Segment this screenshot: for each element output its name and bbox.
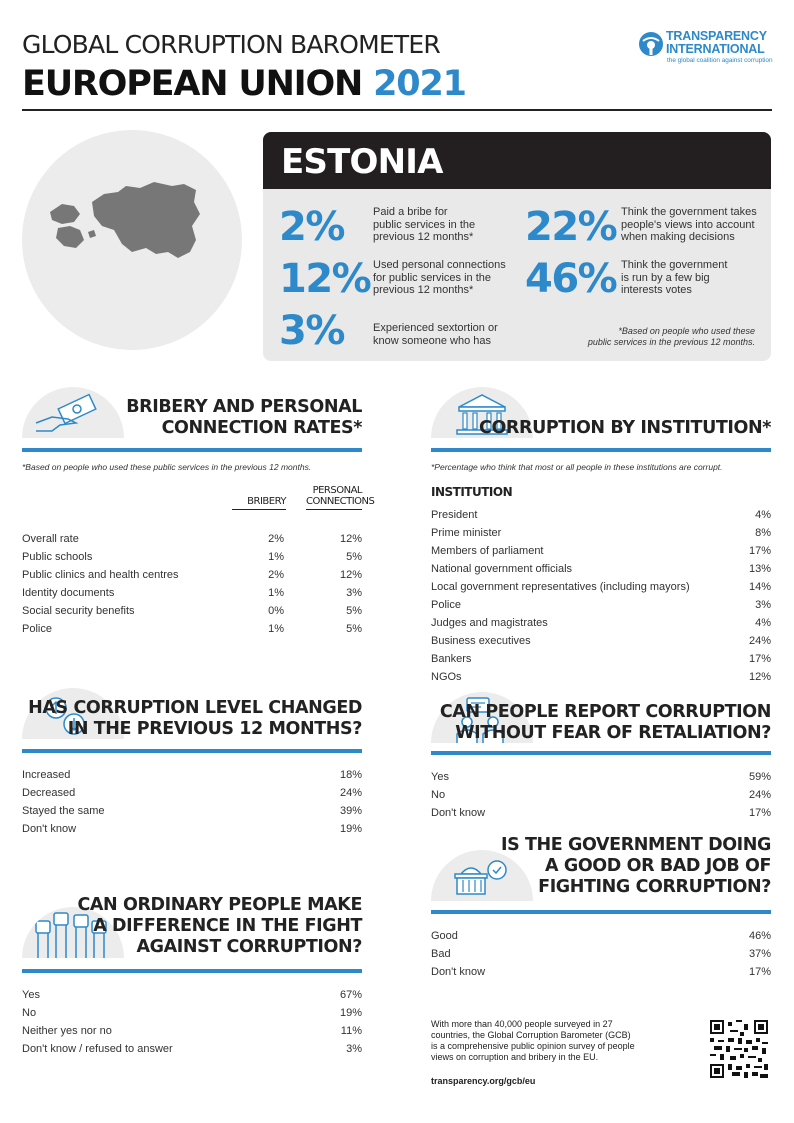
report-rule — [431, 751, 771, 755]
footer-url[interactable]: transparency.org/gcb/eu — [431, 1076, 536, 1086]
table-row — [431, 768, 771, 786]
country-header — [263, 132, 771, 189]
kpi-interests-text — [621, 259, 727, 297]
report-title-2: WITHOUT FEAR OF RETALIATION? — [455, 723, 771, 743]
bribery-title-2: CONNECTION RATES* — [161, 418, 362, 438]
kpi-sextortion-text-1: Experienced sextortion or — [373, 322, 498, 334]
kpi-interests-text-3: interests votes — [621, 284, 692, 296]
table-row — [22, 530, 362, 548]
logo-name-line2: INTERNATIONAL — [666, 42, 765, 56]
logo-name-line1: TRANSPARENCY — [666, 29, 767, 43]
row-label: Social security benefits — [22, 605, 135, 617]
row-value: 37% — [748, 948, 771, 960]
row-bribery: 0% — [268, 605, 284, 617]
table-row — [22, 602, 362, 620]
row-bribery: 2% — [268, 569, 284, 581]
kpi-interests-text-1: Think the government — [621, 259, 728, 271]
row-label: Don't know — [431, 966, 486, 978]
row-value: 4% — [755, 617, 771, 629]
kpi-bribe-text-2: public services in the — [373, 218, 476, 231]
footer-text-2: countries, the Global Corruption Barometer (GCB) — [431, 1030, 631, 1040]
row-value: 3% — [755, 599, 771, 611]
bribery-footnote: *Based on people who used these public services in the previous 12 months. — [22, 462, 312, 472]
table-row — [431, 650, 771, 668]
row-value: 8% — [755, 527, 771, 539]
kpi-connections-value: 12% — [279, 256, 371, 302]
bribery-title-1: BRIBERY AND PERSONAL — [126, 397, 362, 417]
table-row — [22, 820, 362, 838]
qr-code-icon[interactable] — [710, 1020, 768, 1078]
row-label: Business executives — [431, 635, 531, 647]
row-value: 24% — [748, 789, 771, 801]
table-row — [431, 786, 771, 804]
row-value: 17% — [748, 807, 771, 819]
row-label: Local government representatives (including mayors) — [431, 581, 690, 593]
table-row — [431, 668, 771, 686]
kpi-connections-text-2: for public services in the — [373, 271, 491, 284]
change-title — [28, 698, 362, 740]
difference-title — [77, 895, 362, 958]
table-row — [431, 927, 771, 945]
row-label: NGOs — [431, 671, 462, 683]
table-row — [431, 506, 771, 524]
logo-name — [666, 30, 767, 56]
row-value: 3% — [346, 1043, 362, 1055]
kpi-bribe-value: 2% — [279, 204, 344, 250]
row-value: 39% — [339, 805, 362, 817]
table-row — [22, 784, 362, 802]
kpi-bribe-text-1: Paid a bribe for — [373, 206, 448, 218]
report-title-1: CAN PEOPLE REPORT CORRUPTION — [439, 702, 771, 722]
row-connections: 12% — [339, 569, 362, 581]
row-connections: 5% — [346, 551, 362, 563]
row-connections: 5% — [346, 605, 362, 617]
country-map — [22, 130, 242, 350]
panel-footnote-2: public services in the previous 12 months. — [587, 337, 755, 347]
report-year: 2021 — [373, 64, 466, 104]
row-value: 13% — [748, 563, 771, 575]
difference-title-1: CAN ORDINARY PEOPLE MAKE — [77, 895, 362, 915]
table-row — [431, 945, 771, 963]
report-table — [431, 768, 771, 822]
row-connections: 3% — [346, 587, 362, 599]
difference-title-3: AGAINST CORRUPTION? — [136, 937, 362, 957]
row-label: No — [22, 1007, 37, 1019]
row-bribery: 2% — [268, 533, 284, 545]
table-row — [431, 614, 771, 632]
government-title-3: FIGHTING CORRUPTION? — [538, 877, 771, 897]
table-row — [22, 584, 362, 602]
government-title — [501, 835, 771, 898]
kpi-connections-text-3: previous 12 months* — [373, 284, 474, 296]
panel-footnote — [588, 326, 755, 348]
report-title-line1: GLOBAL CORRUPTION BAROMETER — [22, 30, 440, 59]
row-label: Public clinics and health centres — [22, 569, 179, 581]
col-connections — [306, 485, 375, 510]
row-label: Increased — [22, 769, 71, 781]
row-label: Neither yes nor no — [22, 1025, 112, 1037]
table-row — [22, 1022, 362, 1040]
institution-table — [431, 506, 771, 686]
row-connections: 5% — [346, 623, 362, 635]
row-value: 11% — [340, 1025, 362, 1037]
row-value: 59% — [748, 771, 771, 783]
row-value: 17% — [748, 653, 771, 665]
table-row — [431, 578, 771, 596]
footer-description — [431, 1019, 691, 1063]
row-value: 24% — [339, 787, 362, 799]
row-value: 24% — [748, 635, 771, 647]
row-label: Members of parliament — [431, 545, 544, 557]
difference-rule — [22, 969, 362, 973]
table-row — [22, 802, 362, 820]
row-label: Don't know — [431, 807, 486, 819]
institution-footnote: *Percentage who think that most or all people in these institutions are corrupt. — [431, 462, 723, 472]
row-value: 19% — [339, 823, 362, 835]
row-bribery: 1% — [268, 587, 284, 599]
row-label: Judges and magistrates — [431, 617, 548, 629]
kpi-interests-text-2: is run by a few big — [621, 271, 710, 284]
difference-title-2: A DIFFERENCE IN THE FIGHT — [93, 916, 362, 936]
change-title-2: IN THE PREVIOUS 12 MONTHS? — [67, 719, 362, 739]
institution-rule — [431, 448, 771, 452]
panel-footnote-1: *Based on people who used these — [618, 326, 755, 336]
difference-table — [22, 986, 362, 1058]
table-row — [431, 963, 771, 981]
row-label: Don't know — [22, 823, 77, 835]
government-rule — [431, 910, 771, 914]
government-table — [431, 927, 771, 981]
kpi-sextortion-text — [373, 322, 498, 347]
kpi-connections-text — [373, 259, 506, 297]
row-label: National government officials — [431, 563, 573, 575]
report-title — [440, 702, 771, 744]
row-value: 19% — [339, 1007, 362, 1019]
institution-title: CORRUPTION BY INSTITUTION* — [479, 418, 771, 438]
row-value: 4% — [755, 509, 771, 521]
table-row — [431, 524, 771, 542]
row-value: 12% — [748, 671, 771, 683]
table-row — [22, 566, 362, 584]
table-row — [22, 766, 362, 784]
row-value: 46% — [748, 930, 771, 942]
kpi-views-value: 22% — [525, 204, 617, 250]
table-row — [431, 632, 771, 650]
change-rule — [22, 749, 362, 753]
kpi-bribe-text — [373, 206, 475, 244]
kpi-views-text — [621, 206, 757, 244]
government-title-1: IS THE GOVERNMENT DOING — [501, 835, 771, 855]
row-label: Don't know / refused to answer — [22, 1043, 173, 1055]
row-label: President — [431, 509, 478, 521]
header-rule — [22, 109, 772, 111]
row-connections: 12% — [339, 533, 362, 545]
ti-logo-icon — [638, 31, 664, 57]
footer-text-4: views on corruption and bribery in the EU. — [431, 1052, 599, 1062]
row-bribery: 1% — [268, 623, 284, 635]
row-label: Bankers — [431, 653, 472, 665]
kpi-sextortion-value: 3% — [279, 308, 344, 354]
institution-column-header: INSTITUTION — [431, 485, 513, 499]
kpi-views-text-2: people's views into account — [621, 218, 755, 231]
report-title-line2 — [22, 64, 466, 104]
row-label: Overall rate — [22, 533, 79, 545]
row-value: 67% — [339, 989, 362, 1001]
row-value: 14% — [748, 581, 771, 593]
row-label: Public schools — [22, 551, 93, 563]
kpi-views-text-1: Think the government takes — [621, 206, 757, 218]
table-row — [22, 1040, 362, 1058]
col-connections-1: PERSONAL — [312, 485, 362, 496]
col-bribery: BRIBERY — [232, 496, 286, 510]
row-label: No — [431, 789, 446, 801]
kpi-connections-text-1: Used personal connections — [373, 259, 506, 271]
row-label: Stayed the same — [22, 805, 105, 817]
kpi-bribe-text-3: previous 12 months* — [373, 231, 474, 243]
table-row — [22, 620, 362, 638]
row-bribery: 1% — [268, 551, 284, 563]
row-label: Bad — [431, 948, 451, 960]
row-label: Yes — [431, 771, 449, 783]
footer-text-1: With more than 40,000 people surveyed in 27 — [431, 1019, 613, 1029]
table-row — [431, 542, 771, 560]
bribe-hand-icon — [22, 387, 124, 438]
table-row — [22, 548, 362, 566]
change-title-1: HAS CORRUPTION LEVEL CHANGED — [28, 698, 362, 718]
table-row — [22, 986, 362, 1004]
footer-text-3: is a comprehensive public opinion survey of people — [431, 1041, 635, 1051]
table-row — [431, 804, 771, 822]
estonia-map-icon — [22, 130, 242, 350]
change-table — [22, 766, 362, 838]
row-label: Identity documents — [22, 587, 115, 599]
row-label: Decreased — [22, 787, 76, 799]
government-title-2: A GOOD OR BAD JOB OF — [545, 856, 771, 876]
country-name: ESTONIA — [281, 142, 443, 182]
row-label: Good — [431, 930, 458, 942]
table-row — [22, 1004, 362, 1022]
kpi-sextortion-text-2: know someone who has — [373, 334, 492, 347]
row-label: Police — [22, 623, 52, 635]
row-label: Police — [431, 599, 461, 611]
row-value: 18% — [339, 769, 362, 781]
logo-tagline: the global coalition against corruption — [667, 57, 773, 64]
table-row — [431, 560, 771, 578]
col-connections-2: CONNECTIONS — [306, 496, 375, 507]
row-value: 17% — [748, 966, 771, 978]
row-label: Yes — [22, 989, 40, 1001]
row-value: 17% — [748, 545, 771, 557]
row-label: Prime minister — [431, 527, 502, 539]
country-panel — [263, 132, 771, 361]
bribery-rule — [22, 448, 362, 452]
kpi-views-text-3: when making decisions — [621, 231, 735, 243]
bribery-table — [22, 530, 362, 638]
bribery-icon-circle — [22, 387, 124, 438]
region-name: EUROPEAN UNION — [22, 64, 363, 104]
kpi-interests-value: 46% — [525, 256, 617, 302]
table-row — [431, 596, 771, 614]
bribery-title — [126, 397, 362, 439]
